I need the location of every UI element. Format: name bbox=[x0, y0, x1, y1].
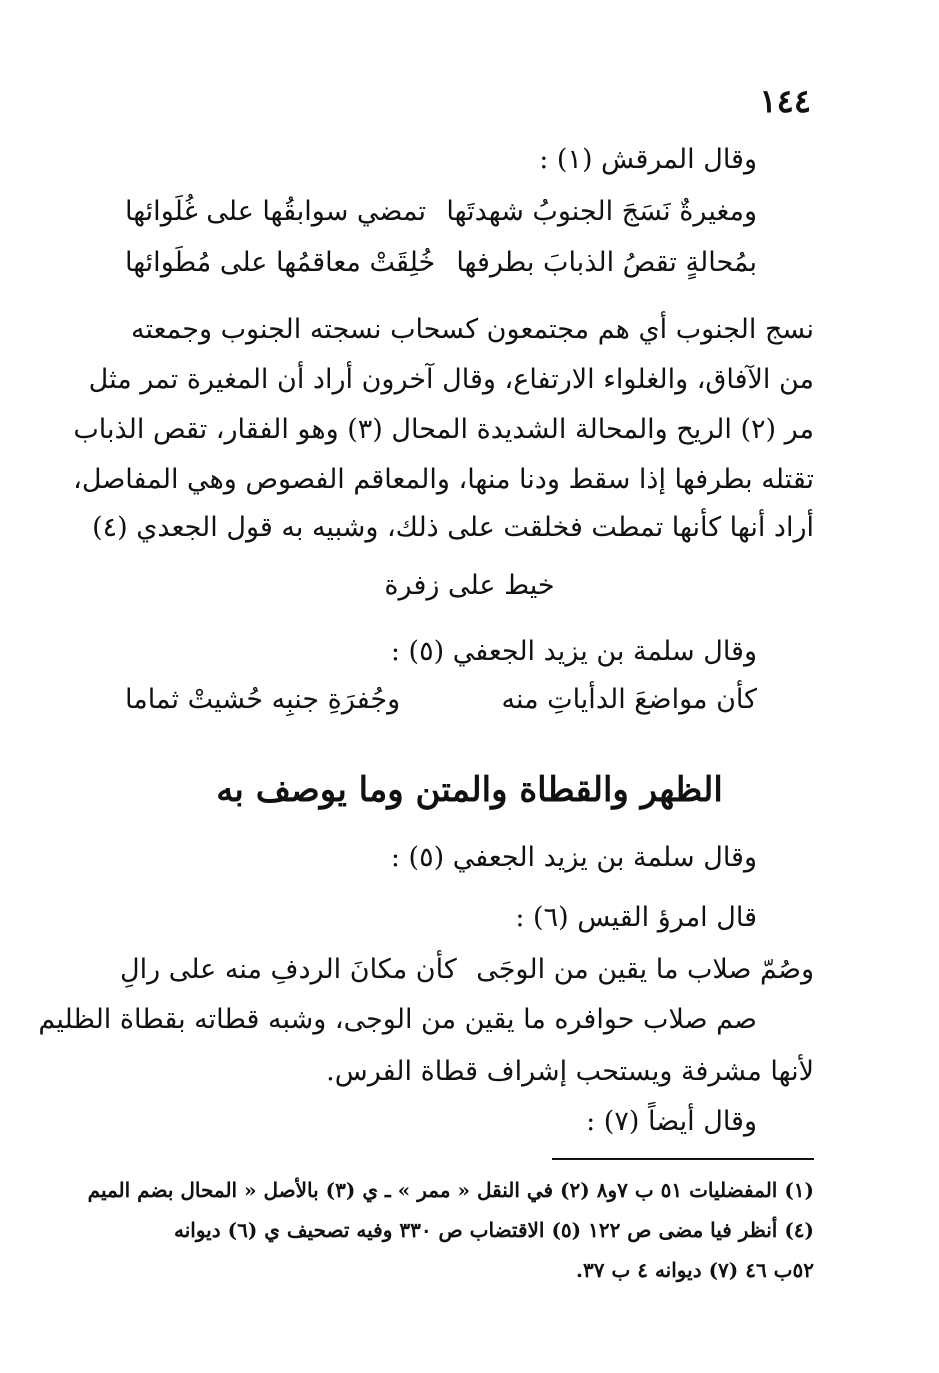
commentary-line: من الآفاق، والغلواء الارتفاع، وقال آخرون أراد أن المغيرة تمر مثل bbox=[88, 364, 814, 395]
verse-hemistich-second: خُلِقَتْ معاقمُها على مُطَوائها bbox=[125, 247, 436, 278]
verse-hemistich-first: وصُمّ صلاب ما يقين من الوجَى bbox=[476, 954, 814, 985]
verse-hemistich-second: تمضي سوابقُها على غُلَوائها bbox=[125, 196, 426, 227]
footnote-line: ٥٢ب ٤٦ (٧) ديوانه ٤ ب ٣٧. bbox=[576, 1258, 814, 1282]
verse-hemistich-second: وجُفرَةِ جنبِه حُشيتْ ثماما bbox=[125, 684, 401, 715]
commentary-line: نسج الجنوب أي هم مجتمعون كسحاب نسجته الجنوب وجمعته bbox=[131, 314, 814, 345]
intro-line: وقال أيضاً (٧) : bbox=[586, 1106, 757, 1137]
page-number: ١٤٤ bbox=[759, 82, 811, 120]
quoted-phrase: خيط على زفرة bbox=[384, 570, 555, 601]
commentary-line: لأنها مشرفة ويستحب إشراف قطاة الفرس. bbox=[326, 1056, 814, 1087]
commentary-line: تقتله بطرفها إذا سقط ودنا منها، والمعاقم الفصوص وهي المفاصل، bbox=[73, 464, 814, 495]
section-heading: الظهر والقطاة والمتن وما يوصف به bbox=[216, 770, 723, 810]
footnote-line: (٤) أنظر فيا مضى ص ١٢٢ (٥) الاقتضاب ص ٣٣٠ وفيه تصحيف ي (٦) ديوانه bbox=[173, 1218, 814, 1242]
intro-line: وقال سلمة بن يزيد الجعفي (٥) : bbox=[390, 842, 757, 873]
verse-hemistich-first: بمُحالةٍ تقصُ الذبابَ بطرفها bbox=[456, 247, 757, 278]
verse-hemistich-second: كأن مكانَ الردفِ منه على رالِ bbox=[120, 954, 457, 985]
intro-line: قال امرؤ القيس (٦) : bbox=[515, 902, 757, 933]
verse-hemistich-first: ومغيرةٌ نَسَجَ الجنوبُ شهدتَها bbox=[446, 196, 757, 227]
footnote-line: (١) المفضليات ٥١ ب ٧و٨ (٢) في النقل « ممر » ـ ي (٣) بالأصل « المحال بضم الميم bbox=[87, 1178, 814, 1202]
commentary-line: أراد أنها كأنها تمطت فخلقت على ذلك، وشبيه به قول الجعدي (٤) bbox=[92, 512, 814, 543]
commentary-line: صم صلاب حوافره ما يقين من الوجى، وشبه قطاته بقطاة الظليم bbox=[38, 1004, 757, 1035]
commentary-line: مر (٢) الريح والمحالة الشديدة المحال (٣) وهو الفقار، تقص الذباب bbox=[73, 414, 814, 445]
footnote-separator bbox=[552, 1158, 814, 1160]
intro-line: وقال المرقش (١) : bbox=[539, 144, 757, 175]
intro-line: وقال سلمة بن يزيد الجعفي (٥) : bbox=[390, 636, 757, 667]
verse-hemistich-first: كأن مواضعَ الدأياتِ منه bbox=[501, 684, 757, 715]
